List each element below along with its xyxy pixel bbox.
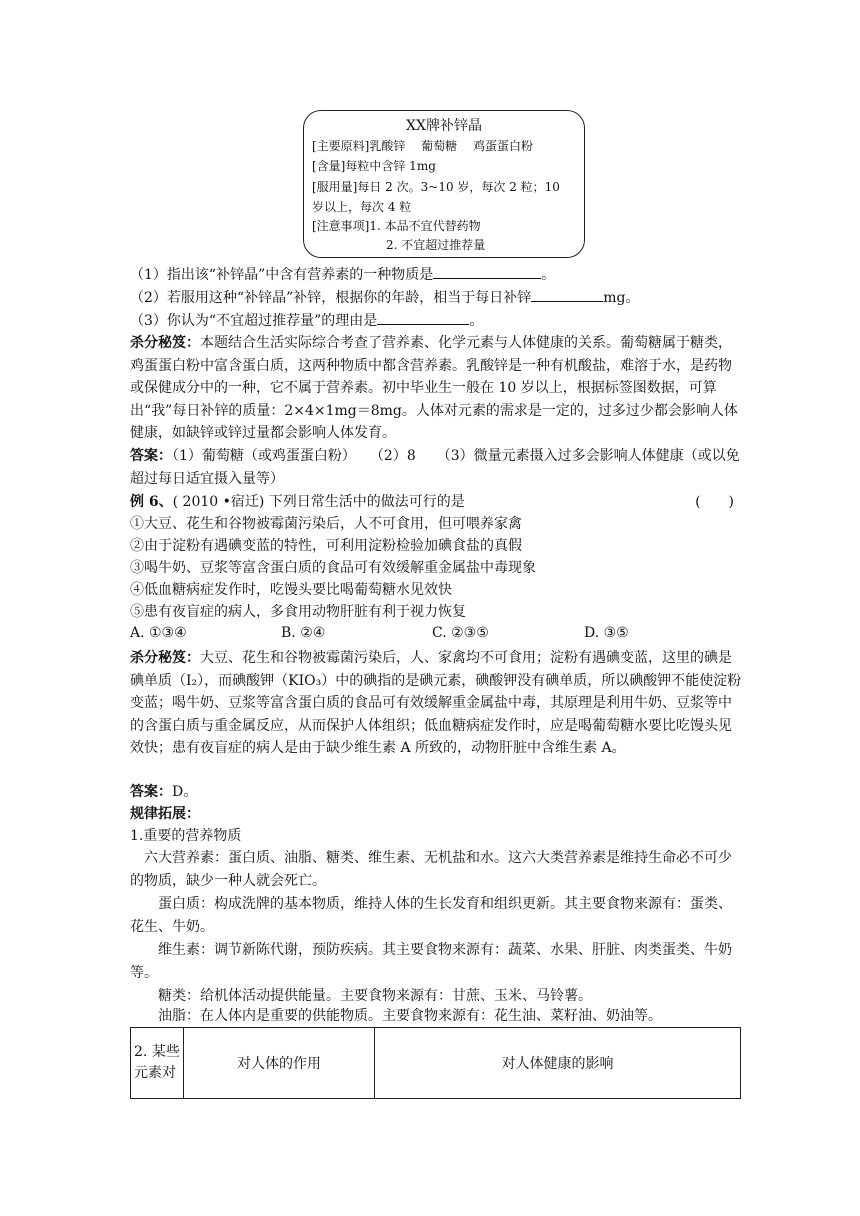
label-dosage-cont: 岁以上，每次 4 粒 (312, 200, 412, 214)
example-6-item-4: ④低血糖病症发作时，吃馒头要比喝葡萄糖水见效快 (130, 582, 452, 598)
example-6-stem (130, 491, 742, 513)
rules-paragraph-sugar: 糖类：给机体活动提供能量。主要食物来源有：甘蔗、玉米、马铃薯。 (158, 988, 592, 1004)
table-cell-category: 2. 某些元素对 (131, 1028, 184, 1099)
example-6-item-2: ②由于淀粉有遇碘变蓝的特性，可利用淀粉检验加碘食盐的真假 (130, 538, 522, 554)
option-a[interactable]: A. ①③④ (130, 625, 187, 641)
analysis-2-body: 大豆、花生和谷物被霉菌污染后，人、家禽均不可食用；淀粉有遇碘变蓝，这里的碘是碘单质（I₂），而碘酸钾（KIO₃）中的碘指的是碘元素，碘酸钾没有碘单质，所以碘酸钾不能使淀粉变蓝；喝牛奶、豆浆等富含蛋白质的食品可有效缓解重金属盐中毒，其原理是利用牛奶、豆浆等中的含蛋白质与重金属反应，从而保护人体组织；低血糖病症发作时，应是喝葡萄糖水要比吃馒头见效快；患有夜盲症的病人是由于缺少维生素 A 所致的，动物肝脏中含维生素 A。 (130, 650, 742, 756)
option-d[interactable]: D. ③⑤ (584, 625, 629, 641)
answer-1-heading: 答案： (130, 448, 172, 464)
answer-parenthesis[interactable]: ( ) (695, 494, 734, 510)
table-row (131, 1028, 741, 1099)
analysis-2-heading: 杀分秘笈： (130, 650, 200, 666)
example-6-question: ( 2010 •宿迁) 下列日常生活中的做法可行的是 (172, 494, 465, 510)
question-2 (130, 287, 639, 309)
rules-paragraph-vitamin: 维生素：调节新陈代谢，预防疾病。其主要食物来源有：蔬菜、水果、肝脏、肉类蛋类、牛奶等。 (130, 942, 732, 981)
rules-subheading-1: 1.重要的营养物质 (130, 828, 242, 844)
question-2-text: （2）若服用这种“补锌晶”补锌，根据你的年龄，相当于每日补锌 (130, 290, 532, 306)
answer-blank-3[interactable] (377, 310, 469, 325)
rules-paragraph-fat: 油脂：在人体内是重要的供能物质。主要食物来源有：花生油、菜籽油、奶油等。 (158, 1008, 662, 1024)
table-header-function: 对人体的作用 (184, 1028, 375, 1099)
rules-paragraph-protein: 蛋白质：构成洗牌的基本物质，维持人体的生长发育和组织更新。其主要食物来源有：蛋类、花生、牛奶。 (130, 896, 732, 935)
label-title: XX牌补锌晶 (406, 118, 482, 134)
option-b[interactable]: B. ②④ (281, 625, 326, 641)
answer-blank-1[interactable] (433, 264, 541, 279)
example-6-item-5: ⑤患有夜盲症的病人，多食用动物肝脏有利于视力恢复 (130, 604, 466, 620)
answer-2 (130, 781, 197, 803)
question-1-end: 。 (541, 267, 556, 283)
elements-table (130, 1027, 741, 1099)
answer-2-body: D。 (172, 784, 198, 800)
question-3-end: 。 (469, 313, 484, 329)
example-6-heading: 例 6、 (130, 494, 173, 510)
question-1 (130, 264, 555, 286)
analysis-1-heading: 杀分秘笈： (130, 335, 200, 351)
answer-2-heading: 答案： (130, 784, 172, 800)
label-ingredients: [主要原料]乳酸锌 葡萄糖 鸡蛋蛋白粉 (312, 139, 533, 153)
example-6-item-1: ①大豆、花生和谷物被霉菌污染后，人不可食用，但可喂养家禽 (130, 516, 522, 532)
question-3 (130, 310, 483, 332)
question-1-text: （1）指出该“补锌晶”中含有营养素的一种物质是 (130, 267, 434, 283)
label-content: [含量]每粒中含锌 1mg (312, 159, 436, 173)
rules-heading: 规律拓展： (130, 806, 200, 822)
rules-paragraph-1: 六大营养素：蛋白质、油脂、糖类、维生素、无机盐和水。这六大类营养素是维持生命必不可少的物质，缺少一种人就会死亡。 (130, 850, 732, 889)
example-6-item-3: ③喝牛奶、豆浆等富含蛋白质的食品可有效缓解重金属盐中毒现象 (130, 560, 536, 576)
table-header-health-effect: 对人体健康的影响 (375, 1028, 741, 1099)
option-c[interactable]: C. ②③⑤ (432, 625, 489, 641)
answer-1-body: （1）葡萄糖（或鸡蛋蛋白粉） （2）8 （3）微量元素摄入过多会影响人体健康（或以免超过每日适宜摄入量等） (130, 448, 740, 487)
answer-1 (130, 445, 742, 490)
question-2-end: mg。 (603, 290, 640, 306)
label-notes: [注意事项]1. 本品不宜代替药物 (312, 219, 481, 233)
analysis-1-body: 本题结合生活实际综合考查了营养素、化学元素与人体健康的关系。葡萄糖属于糖类，鸡蛋蛋白粉中富含蛋白质，这两种物质中都含营养素。乳酸锌是一种有机酸盐，难溶于水，是药物或保健成分中的一种，它不属于营养素。初中毕业生一般在 10 岁以上，根据标签图数据，可算出“我”每日补锌的质量：2×4×1mg＝8mg。人体对元素的需求是一定的，过多过少都会影响人体健康，如缺锌或锌过量都会影响人体发育。 (130, 335, 738, 441)
analysis-2 (130, 647, 742, 760)
answer-blank-2[interactable] (531, 287, 603, 302)
product-label-box (303, 110, 585, 258)
label-notes-2: 2. 不宜超过推荐量 (386, 238, 486, 252)
label-dosage: [服用量]每日 2 次。3~10 岁，每次 2 粒；10 (312, 180, 560, 194)
analysis-1 (130, 332, 742, 445)
question-3-text: （3）你认为“不宜超过推荐量”的理由是 (130, 313, 378, 329)
